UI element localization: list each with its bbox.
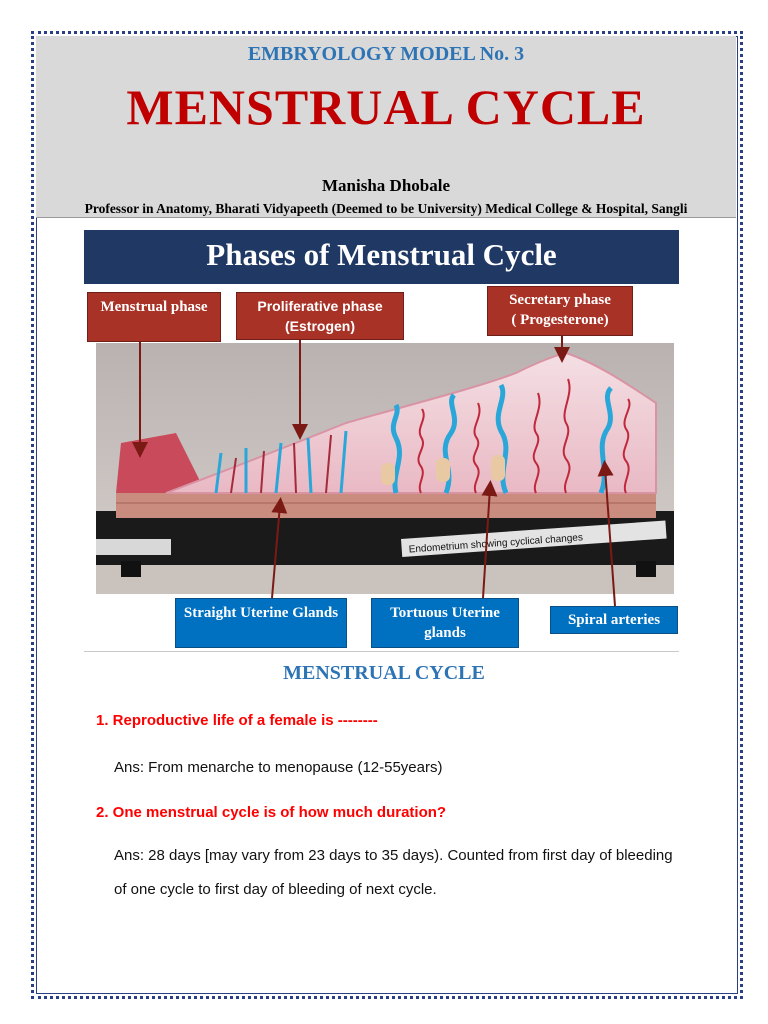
label-spiral-arteries: [550, 606, 678, 634]
endometrium-model-photo: [96, 343, 674, 594]
label-menstrual-phase: [87, 292, 221, 342]
label-menstrual-text: Menstrual phase: [100, 299, 208, 315]
page-title: MENSTRUAL CYCLE: [126, 79, 646, 135]
answer-2: Ans: 28 days [may vary from 23 days to 35 days). Counted from first day of bleeding of one cycle to first day of bleeding of next cycle.: [114, 847, 673, 898]
model-number: EMBRYOLOGY MODEL No. 3: [247, 43, 525, 65]
label-proliferative-line1: Proliferative phase: [257, 298, 383, 314]
question-1: 1. Reproductive life of a female is --------: [96, 712, 378, 729]
label-tortuous-text: Tortuous Uterine glands: [390, 605, 500, 641]
model-plaque-text: Endometrium showing cyclical changes: [408, 532, 584, 556]
author-name: Manisha Dhobale: [322, 176, 450, 195]
author-affiliation: Professor in Anatomy, Bharati Vidyapeeth (Deemed to be University) Medical College & Hospital, Sangli: [84, 201, 688, 216]
figure-banner: Phases of Menstrual Cycle: [84, 230, 679, 284]
label-proliferative-line2: (Estrogen): [285, 318, 355, 334]
label-spiral-text: Spiral arteries: [567, 612, 661, 628]
label-secretory-phase: [487, 286, 633, 336]
answer-1: Ans: From menarche to menopause (12-55years): [114, 759, 443, 776]
label-tortuous-glands: [371, 598, 519, 648]
label-secretory-line1: Secretary phase: [509, 292, 611, 308]
label-proliferative-phase: [236, 292, 404, 340]
label-straight-text: Straight Uterine Glands: [183, 605, 339, 621]
section-divider: [84, 651, 679, 652]
label-straight-glands: [175, 598, 347, 648]
label-secretory-line2: ( Progesterone): [511, 312, 609, 328]
section-title: MENSTRUAL CYCLE: [283, 662, 485, 684]
question-2: 2. One menstrual cycle is of how much duration?: [96, 804, 447, 821]
header-box: [36, 36, 736, 218]
